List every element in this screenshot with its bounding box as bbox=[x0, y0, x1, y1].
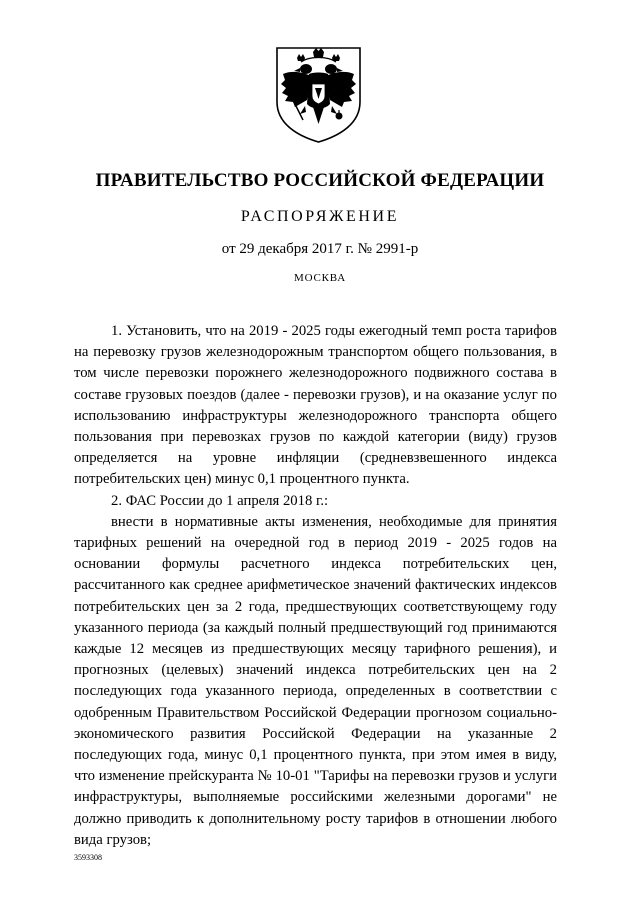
paragraph-1: 1. Установить, что на 2019 - 2025 годы ежегодный темп роста тарифов на перевозку грузов железнодорожным транспортом общего пользования, в том числе перевозки порожнего железнодорожного подвижного состава в составе грузовых поездов (далее - перевозки грузов), и на оказание услуг по использованию инфраструктуры железнодорожного транспорта общего пользования при перевозках грузов по каждой категории (виду) грузов определяется на уровне инфляции (средневзвешенного индекса потребительских цен) минус 0,1 процентного пункта. bbox=[74, 323, 557, 488]
government-title: ПРАВИТЕЛЬСТВО РОССИЙСКОЙ ФЕДЕРАЦИИ bbox=[95, 170, 545, 191]
state-emblem bbox=[273, 44, 364, 144]
double-headed-eagle-icon bbox=[273, 44, 364, 144]
paragraph-2: 2. ФАС России до 1 апреля 2018 г.: bbox=[111, 492, 329, 509]
document-city: МОСКВА bbox=[294, 272, 346, 284]
document-date-number: от 29 декабря 2017 г. № 2991-р bbox=[221, 241, 419, 257]
document-type: РАСПОРЯЖЕНИЕ bbox=[240, 208, 400, 225]
paragraph-3: внести в нормативные акты изменения, необходимые для принятия тарифных решений на очередной год в период 2019 - 2025 годов на основании формулы расчетного индекса потребительских цен, рассчитанного как среднее арифметическое значений фактических индексов потребительских цен за 2 года, предшествующих соответствующему году указанного периода (за каждый полный предшествующий год принимаются каждые 12 месяцев из предшествующих месяцу тарифного решения), и прогнозных (целевых) значений индекса потребительских цен на 2 последующих года указанного периода, определенных в соответствии с одобренным Правительством Российской Федерации прогнозом социально-экономического развития Российской Федерации на указанные 2 последующих года, минус 0,1 процентного пункта, при этом имея в виду, что изменение прейскуранта № 10-01 "Тарифы на перевозки грузов и услуги инфраструктуры, выполняемые российскими железными дорогами" не должно приводить к дополнительному росту тарифов в отношении любого вида грузов; bbox=[74, 513, 557, 848]
footer-document-code: 3593308 bbox=[74, 853, 102, 862]
document-body bbox=[74, 321, 557, 851]
